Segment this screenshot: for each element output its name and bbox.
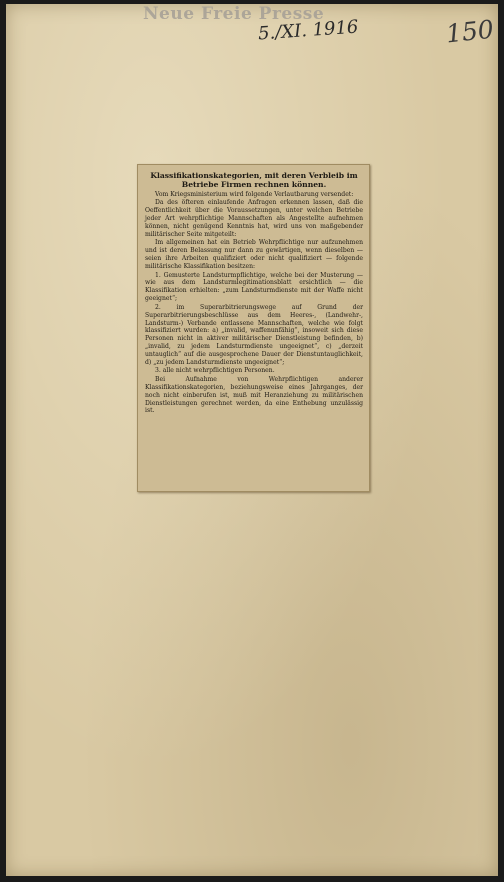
article-paragraph: Bei Aufnahme von Wehrpflichtigen anderer Klassifikationskategorien, beziehungsweise eines Jahrganges, der noch nicht einberufen ist, muß mit Heranziehung zu militärischen Dienstleistungen gerechnet werden, da eine Enthebung unzulässig ist. [145,375,363,415]
article-paragraph: Da des öfteren einlaufende Anfragen erkennen lassen, daß die Oeffentlichkeit über die Voraussetzungen, unter welchen Betriebe jeder Art wehrpflichtige Mannschaften als Angestellte aufnehmen können, nicht genügend Kenntnis hat, wird uns von maßgebender militärischer Seite mitgeteilt: [145,199,363,239]
article-headline: Klassifikationskategorien, mit deren Verbleib im Betriebe Firmen rechnen können. [150,171,358,189]
newspaper-clipping [137,164,370,492]
handwritten-date: 5./XI. 1916 [257,16,360,45]
article-paragraph: Vom Kriegsministerium wird folgende Verlautbarung versendet: [155,191,354,198]
article-paragraph: 2. im Superarbitrierungswege auf Grund der Superarbitrierungsbeschlüsse aus dem Heeres-, (Landwehr-, Landsturm-) Verbande entlassene Mannschaften, welche wie folgt klassifiziert wurden: a) „invalid, waffenunfähig“, insoweit sich diese Personen nicht in aktiver militärischer Dienstleistung befinden, b) „invalid, zu jedem Landsturmdienste ungeeignet“, c) „derzeit untauglich“ auf die ausgesprochene Dauer der Dienstuntauglichkeit, d) „zu jedem Landsturmdienste ungeeignet“; [145,303,363,367]
newspaper-stamp: Neue Freie Presse [143,4,325,24]
folio-number: 150 [444,14,496,49]
article-paragraph: Im allgemeinen hat ein Betrieb Wehrpflichtige nur aufzunehmen und ist deren Belassung nur dann zu gewärtigen, wenn dieselben — seien ihre Arbeiten qualifiziert oder nicht qualifiziert — folgende militärische Klassifikation besitzen: [145,239,363,271]
article-paragraph: 3. alle nicht wehrpflichtigen Personen. [155,367,275,375]
article-paragraph: 1. Gemusterte Landsturmpflichtige, welche bei der Musterung — wie aus dem Landsturmlegitimationsblatt ersichtlich — die Klassifikation erhielten: „zum Landsturmdienste mit der Waffe nicht geeignet“; [145,271,363,303]
archive-sheet [6,4,498,876]
